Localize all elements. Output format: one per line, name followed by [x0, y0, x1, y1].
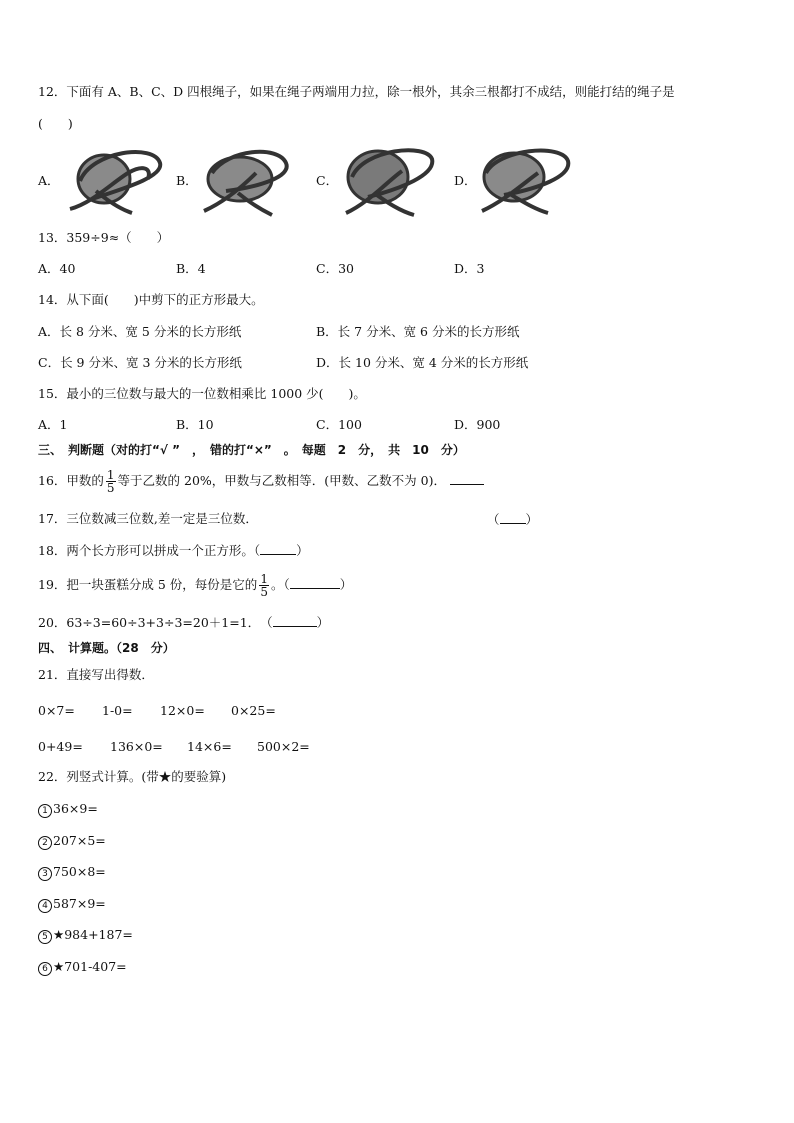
q22-item-4-expr: 587×9= [53, 896, 106, 911]
q17-answer[interactable] [487, 511, 538, 528]
q15-stem: 15．最小的三位数与最大的一位数相乘比 1000 少( )。 [38, 386, 366, 401]
q22-item-3-number: 3 [38, 867, 52, 881]
q22-item-6 [38, 959, 127, 976]
q13-option-d[interactable]: D．3 [454, 261, 485, 276]
q19-text-pre: 19．把一块蛋糕分成 5 份，每份是它的 [38, 577, 258, 592]
q17-paren-open: （ [487, 512, 500, 527]
q22-item-3-expr: 750×8= [53, 864, 106, 879]
q22-item-3 [38, 864, 106, 881]
q16-fraction-denominator: 5 [106, 481, 115, 495]
q14-option-a[interactable]: A．长 8 分米、宽 5 分米的长方形纸 [38, 324, 242, 339]
q22-item-1-number: 1 [38, 804, 52, 818]
q21-expr-6: 136×0= [110, 739, 163, 754]
q21-expr-4: 0×25= [231, 703, 276, 718]
q19-fraction-denominator: 5 [260, 585, 268, 599]
q14-option-b[interactable]: B．长 7 分米、宽 6 分米的长方形纸 [316, 324, 520, 339]
q12-option-d[interactable]: D． [454, 173, 477, 188]
rope-knot-c-image [338, 143, 438, 219]
q19-answer-blank[interactable] [290, 576, 340, 589]
q19 [38, 568, 352, 602]
q15-option-d[interactable]: D．900 [454, 417, 501, 432]
q16-fraction-numerator: 1 [106, 468, 115, 482]
q22-item-4 [38, 896, 106, 913]
section-4-heading: 四、 计算题。（28 分） [38, 641, 175, 655]
q16-fraction [106, 469, 116, 494]
q22-stem: 22．列竖式计算。(带★的要验算) [38, 769, 227, 784]
q15-option-a[interactable]: A．1 [38, 417, 68, 432]
q17-paren-close: ） [525, 512, 539, 527]
q13-option-a[interactable]: A．40 [38, 261, 76, 276]
q21-expr-7: 14×6= [187, 739, 232, 754]
q12-answer-paren: ( ) [38, 116, 73, 131]
rope-knot-b-image [198, 143, 294, 219]
q15-option-c[interactable]: C．100 [316, 417, 362, 432]
q12-option-a[interactable]: A． [38, 173, 60, 188]
q19-fraction-numerator: 1 [260, 572, 268, 586]
q18-text: 18．两个长方形可以拼成一个正方形。（ [38, 543, 261, 558]
q22-item-1 [38, 801, 98, 818]
q13-option-c[interactable]: C．30 [316, 261, 354, 276]
q13-stem: 13．359÷9≈（ ） [38, 230, 170, 245]
q21-expr-1: 0×7= [38, 703, 75, 718]
q15-option-b[interactable]: B．10 [176, 417, 214, 432]
q20 [38, 614, 329, 631]
rope-knot-a-image [62, 143, 166, 217]
q21-expr-3: 12×0= [160, 703, 205, 718]
q22-item-5-number: 5 [38, 930, 52, 944]
q16-text-post: 等于乙数的 20%，甲数与乙数相等．(甲数、乙数不为 0)． [117, 473, 446, 488]
q19-fraction [259, 573, 269, 598]
q12-option-b[interactable]: B． [176, 173, 198, 188]
q21-stem: 21．直接写出得数． [38, 667, 154, 682]
q16 [38, 466, 484, 496]
q22-item-6-number: 6 [38, 962, 52, 976]
q12-option-c[interactable]: C． [316, 173, 339, 188]
q21-expr-5: 0+49= [38, 739, 83, 754]
q18-answer-blank[interactable] [260, 542, 296, 555]
section-3-heading: 三、 判断题（对的打“√ ” ， 错的打“×” 。 每题 2 分， 共 10 分） [38, 443, 465, 457]
rope-knot-d-image [474, 143, 574, 219]
q16-answer-blank[interactable] [450, 472, 484, 485]
q17-answer-blank[interactable] [500, 511, 526, 524]
q19-paren-close: ） [339, 577, 353, 592]
q14-option-d[interactable]: D．长 10 分米、宽 4 分米的长方形纸 [316, 355, 529, 370]
q16-text-pre: 16．甲数的 [38, 473, 104, 488]
q12-stem: 12．下面有 A、B、C、D 四根绳子，如果在绳子两端用力拉，除一根外，其余三根都打不成结，则能打结的绳子是 [38, 84, 675, 99]
q22-item-5-expr: ★984+187= [53, 927, 133, 942]
q22-item-2-expr: 207×5= [53, 833, 106, 848]
q22-item-4-number: 4 [38, 899, 52, 913]
q19-text-post: 。（ [270, 577, 290, 592]
q18-paren-close: ） [296, 543, 309, 558]
q21-expr-2: 1-0= [102, 703, 133, 718]
q22-item-2 [38, 833, 106, 850]
q22-item-6-expr: ★701-407= [53, 959, 127, 974]
q20-answer-blank[interactable] [273, 614, 317, 627]
q17-text: 17．三位数减三位数,差一定是三位数． [38, 511, 258, 526]
q22-item-2-number: 2 [38, 836, 52, 850]
q14-option-c[interactable]: C．长 9 分米、宽 3 分米的长方形纸 [38, 355, 242, 370]
q13-option-b[interactable]: B．4 [176, 261, 206, 276]
q20-text: 20．63÷3=60÷3+3÷3=20＋1=1． （ [38, 615, 273, 630]
q18 [38, 542, 309, 559]
q20-paren-close: ） [316, 615, 330, 630]
q21-expr-8: 500×2= [257, 739, 310, 754]
q22-item-1-expr: 36×9= [53, 801, 98, 816]
q22-item-5 [38, 927, 133, 944]
q14-stem: 14．从下面( )中剪下的正方形最大。 [38, 292, 264, 307]
